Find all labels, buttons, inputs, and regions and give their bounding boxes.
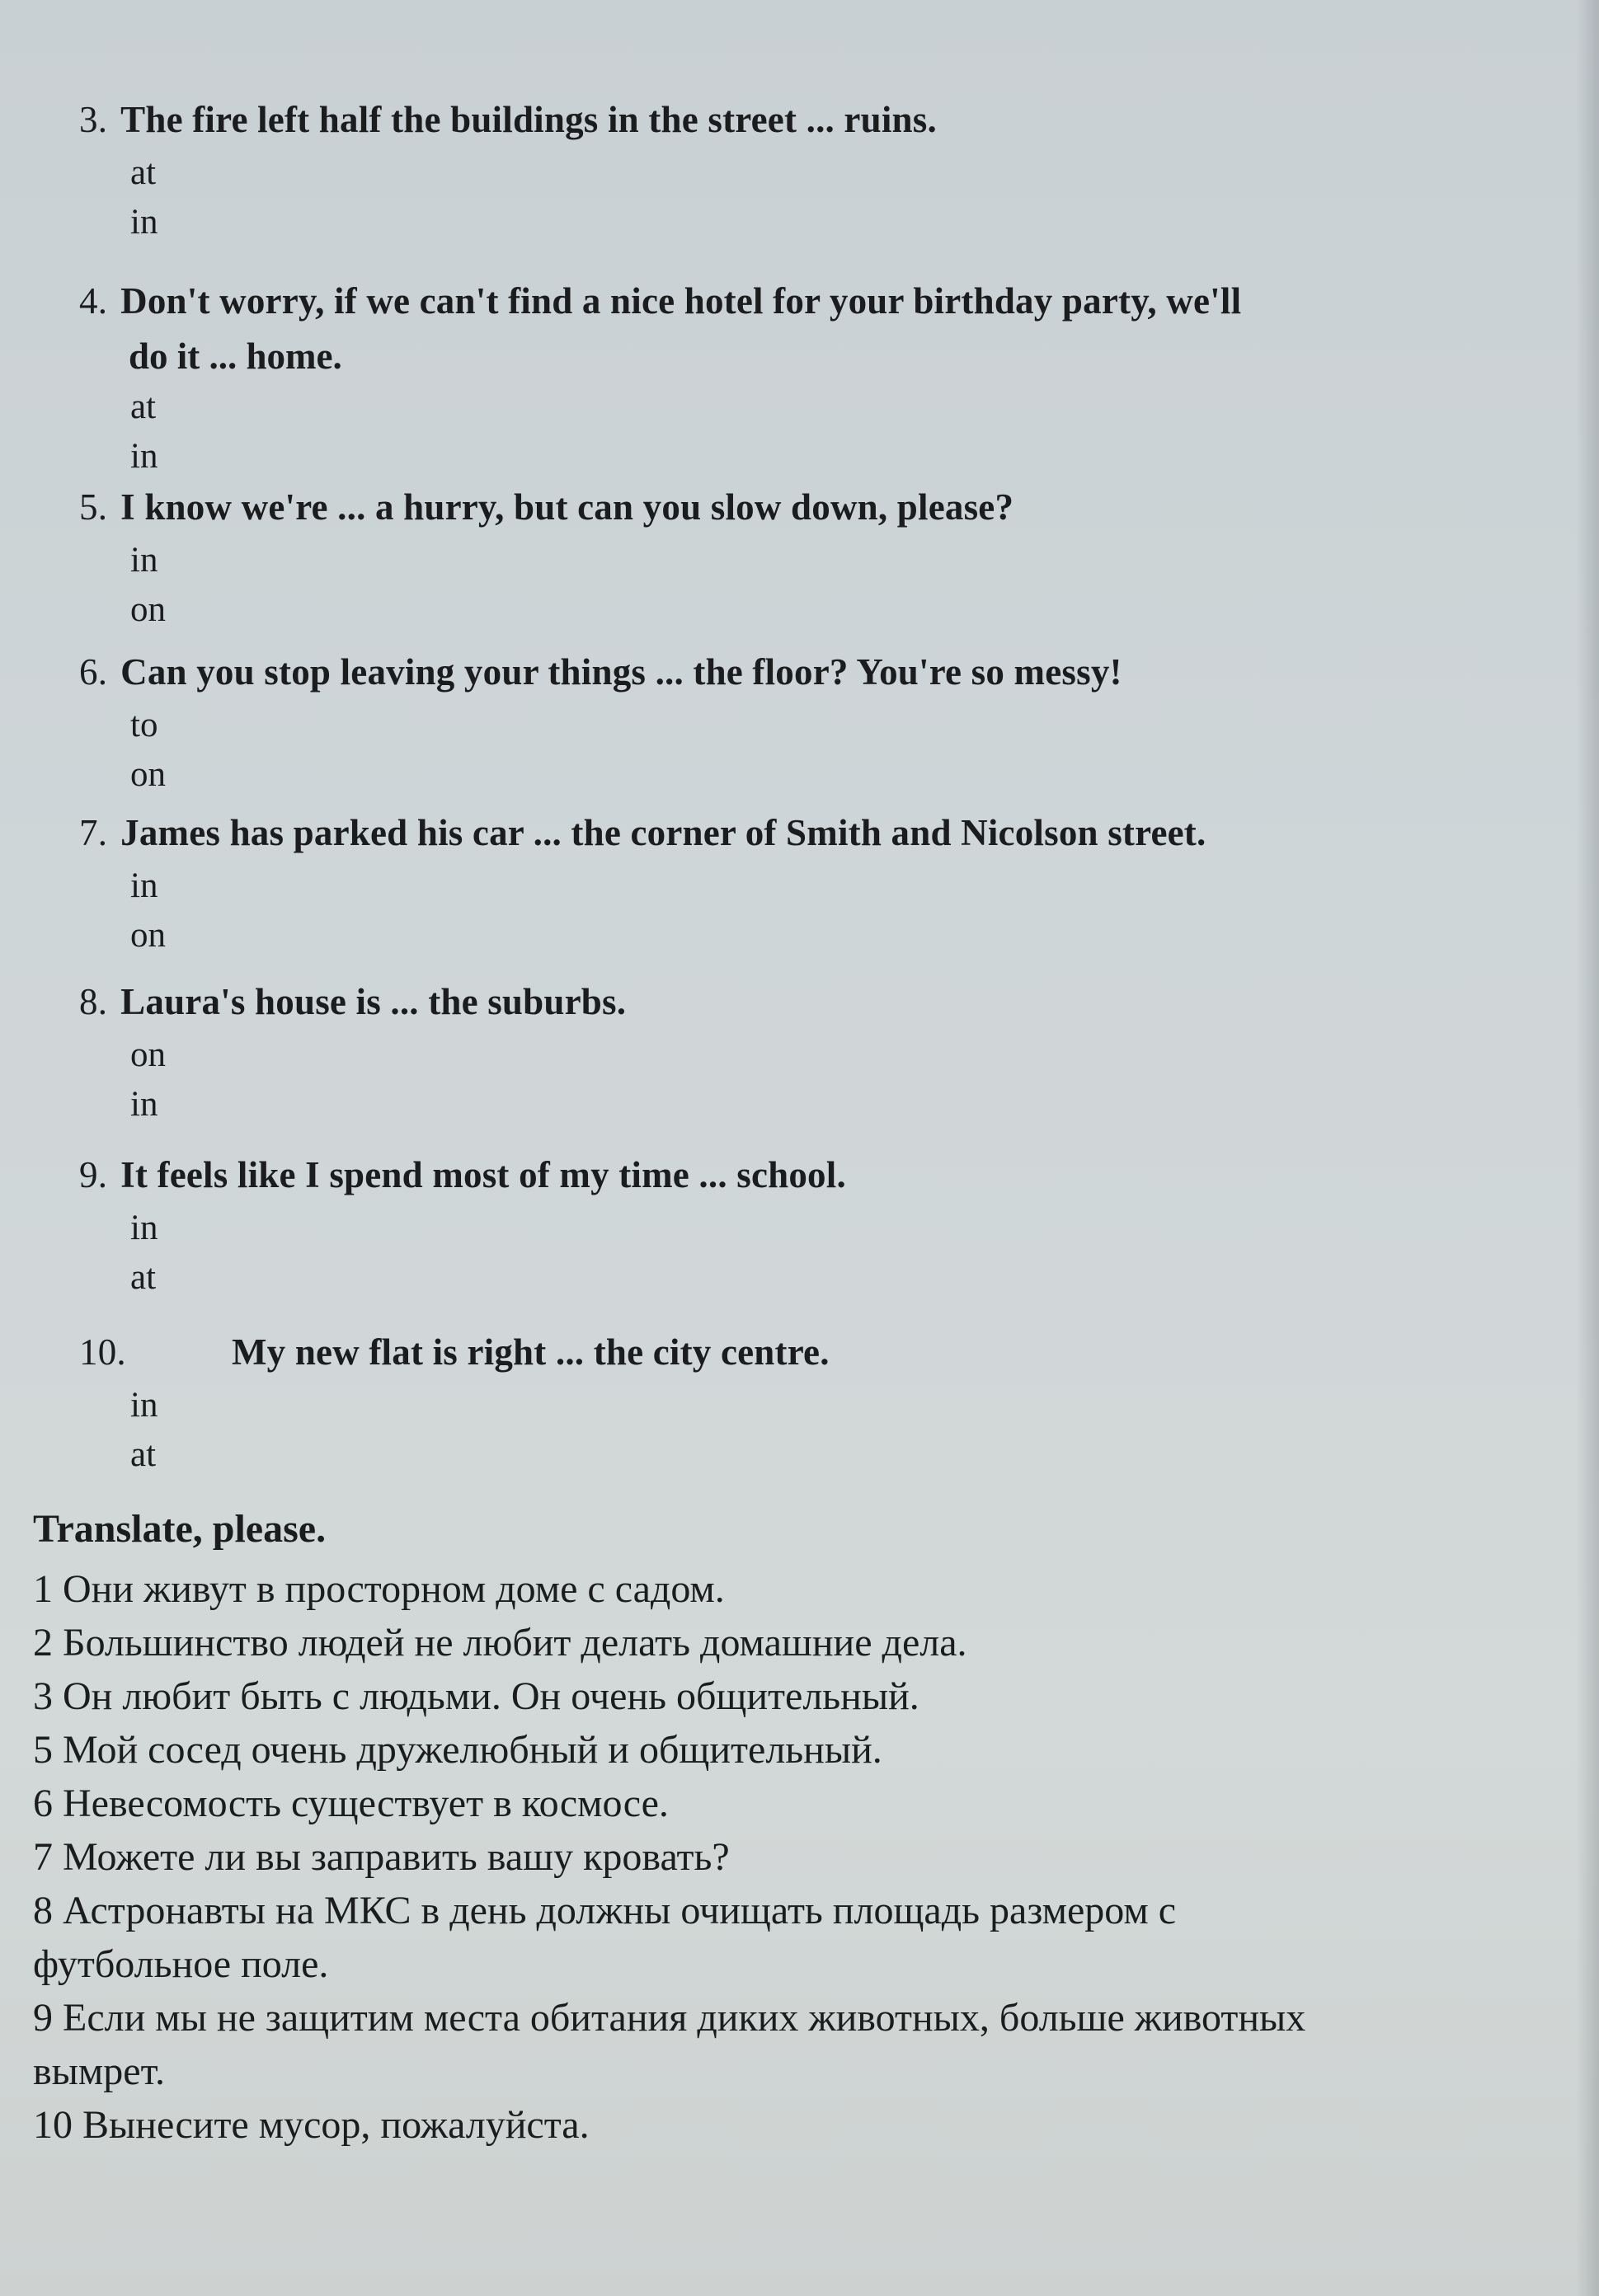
answer-option[interactable]: at xyxy=(130,1258,157,1297)
answer-option[interactable]: in xyxy=(130,541,158,580)
answer-option[interactable]: in xyxy=(130,1209,158,1247)
question-number: 6. xyxy=(79,651,108,693)
translate-line: 7 Можете ли вы заправить вашу кровать? xyxy=(33,1835,730,1879)
translate-line: футбольное поле. xyxy=(33,1942,329,1986)
question-number: 4. xyxy=(79,280,108,322)
answer-option[interactable]: at xyxy=(130,1435,157,1474)
answer-option[interactable]: at xyxy=(130,387,157,426)
question-10 xyxy=(79,1323,1531,1480)
question-4 xyxy=(79,272,1531,481)
question-number: 9. xyxy=(79,1154,108,1195)
answer-option[interactable]: in xyxy=(130,1386,158,1425)
answer-option[interactable]: on xyxy=(130,755,166,794)
translate-line: 5 Мой сосед очень дружелюбный и общительный. xyxy=(33,1728,882,1772)
answer-option[interactable]: in xyxy=(130,437,158,476)
question-3 xyxy=(79,91,1531,247)
question-number: 3. xyxy=(79,99,108,140)
translate-line: 9 Если мы не защитим места обитания диких животных, больше животных xyxy=(33,1996,1306,2040)
answer-option[interactable]: in xyxy=(130,866,158,905)
question-number: 7. xyxy=(79,812,108,853)
translate-line: 10 Вынесите мусор, пожалуйста. xyxy=(33,2103,590,2147)
translate-list xyxy=(33,1562,1567,2152)
question-text: I know we're ... a hurry, but can you slow down, please? xyxy=(120,486,1014,528)
question-text-continued: do it ... home. xyxy=(129,336,342,377)
question-number: 10. xyxy=(79,1331,126,1373)
question-6 xyxy=(79,643,1531,800)
question-text: It feels like I spend most of my time ... school. xyxy=(120,1154,846,1195)
question-number: 8. xyxy=(79,981,108,1022)
question-number: 5. xyxy=(79,486,108,528)
translate-line: 6 Невесомость существует в космосе. xyxy=(33,1782,669,1825)
question-text: My new flat is right ... the city centre. xyxy=(232,1331,830,1373)
question-7 xyxy=(79,804,1531,960)
question-text: Can you stop leaving your things ... the floor? You're so messy! xyxy=(120,651,1122,693)
answer-option[interactable]: in xyxy=(130,1085,158,1124)
translate-line: 1 Они живут в просторном доме с садом. xyxy=(33,1567,725,1611)
question-9 xyxy=(79,1146,1531,1303)
question-text: James has parked his car ... the corner of Smith and Nicolson street. xyxy=(120,812,1206,853)
question-8 xyxy=(79,973,1531,1129)
answer-option[interactable]: on xyxy=(130,590,166,629)
answer-option[interactable]: on xyxy=(130,1035,166,1074)
answer-option[interactable]: at xyxy=(130,153,157,192)
answer-option[interactable]: in xyxy=(130,203,158,242)
question-text: Laura's house is ... the suburbs. xyxy=(120,981,627,1022)
translate-line: 2 Большинство людей не любит делать домашние дела. xyxy=(33,1621,967,1664)
question-text: Don't worry, if we can't find a nice hotel for your birthday party, we'll xyxy=(120,280,1242,322)
paper-shadow-edge xyxy=(1576,0,1599,2296)
question-5 xyxy=(79,478,1531,635)
translate-line: 3 Он любит быть с людьми. Он очень общительный. xyxy=(33,1674,919,1718)
translate-line: вымрет. xyxy=(33,2049,165,2093)
answer-option[interactable]: to xyxy=(130,706,158,744)
answer-option[interactable]: on xyxy=(130,916,166,955)
question-text: The fire left half the buildings in the street ... ruins. xyxy=(120,99,937,140)
translate-heading: Translate, please. xyxy=(33,1507,327,1551)
translate-line: 8 Астронавты на МКС в день должны очищать площадь размером с xyxy=(33,1889,1177,1932)
